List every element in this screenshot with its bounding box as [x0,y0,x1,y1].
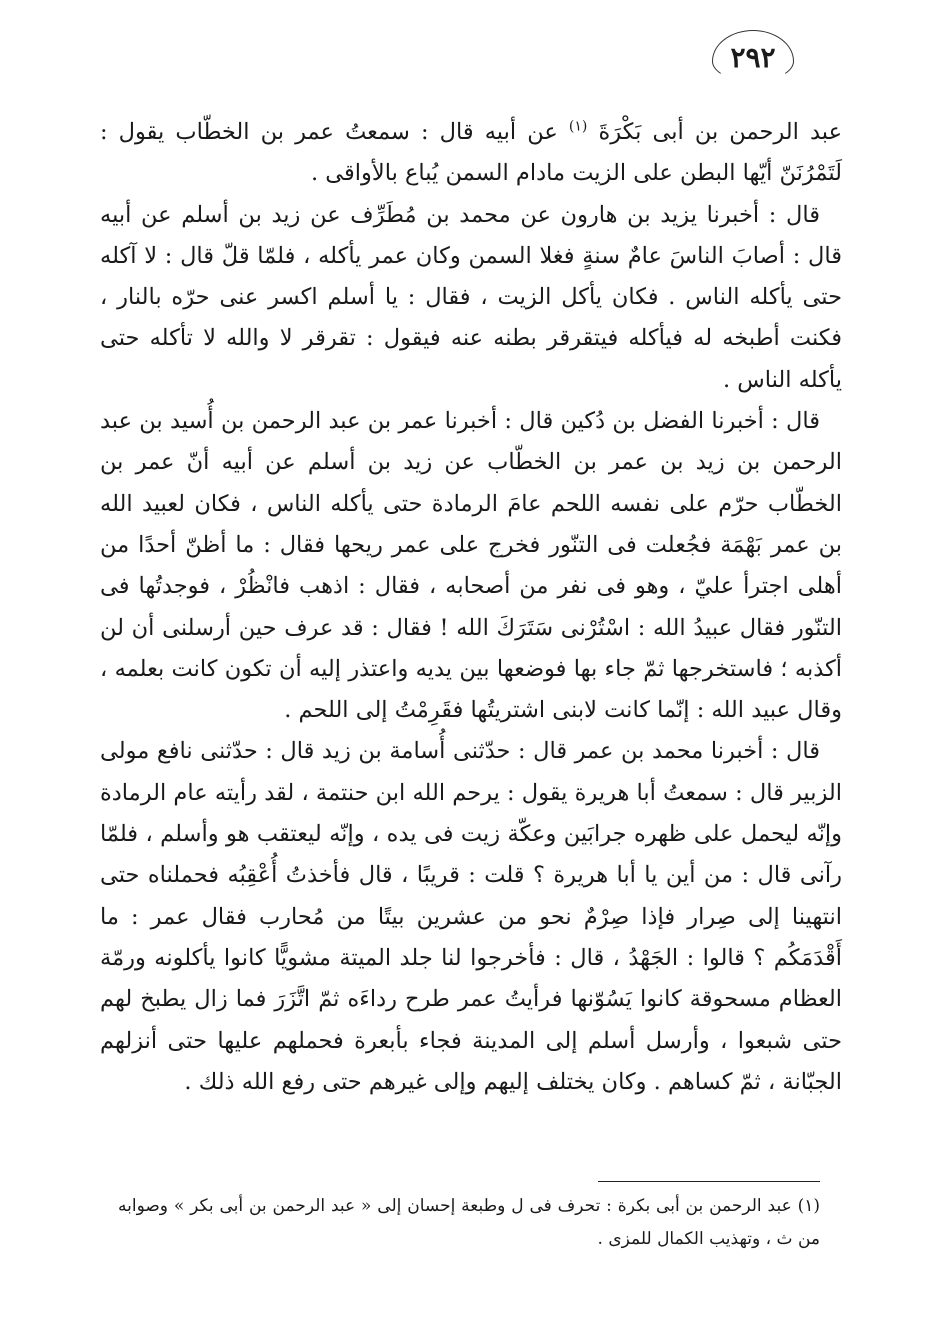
footnotes [118,1190,820,1256]
paragraph-1-start: عبد الرحمن بن أبى بَكْرَةَ [598,119,843,145]
paragraph-2: قال : أخبرنا يزيد بن هارون عن محمد بن مُطَرِّف عن زيد بن أسلم عن أبيه قال : أصابَ الناسَ عامٌ سنةٍ فغلا السمن وكان عمر يأكله ، فلمّا قلّ قال : لا آكله حتى يأكله الناس . فكان يأكل الزيت ، فقال : يا أسلم اكسر عنى حرّه بالنار ، فكنت أطبخه له فيأكله فيتقرقر بطنه عنه فيقول : تقرقر لا والله لا تأكله حتى يأكله الناس . [100,201,842,393]
paragraph-1-rest: عن أبيه قال : سمعتُ عمر بن الخطّاب يقول : لَتَمْرُنَنّ أيّها البطن على الزيت مادام السمن يُباع بالأواقى . [100,119,842,187]
footnote-divider [598,1181,820,1182]
footnote-1: (١) عبد الرحمن بن أبى بكرة : تحرف فى ل وطبعة إحسان إلى « عبد الرحمن بن أبى بكر » وصوابه من ث ، وتهذيب الكمال للمزى . [118,1196,820,1249]
page-number: ٢٩٢ [712,30,794,82]
footnote-marker: (١) [568,118,588,135]
paragraph-3: قال : أخبرنا الفضل بن دُكين قال : أخبرنا عمر بن عبد الرحمن بن أُسيد بن عبد الرحمن بن زيد بن عمر بن الخطّاب عن زيد بن أسلم عن أبيه أنّ عمر بن الخطّاب حرّم على نفسه اللحم عامَ الرمادة حتى يأكله الناس ، فكان لعبيد الله بن عمر بَهْمَة فجُعلت فى التنّور فخرج على عمر ريحها فقال : ما أظنّ أحدًا من أهلى اجترأ عليّ ، وهو فى نفر من أصحابه ، فقال : اذهب فانْظُرْ ، فوجدتُها فى التنّور فقال عبيدُ الله : اسْتُرْنى سَتَرَكَ الله ! فقال : قد عرف حين أرسلنى أن لن أكذبه ؛ فاستخرجها ثمّ جاء بها فوضعها بين يديه واعتذر إليه أن تكون كانت بعلمه ، وقال عبيد الله : إنّما كانت لابنى اشتريتُها فقَرِمْتُ إلى اللحم . [100,408,842,724]
body-text [100,112,842,1103]
paragraph-1 [100,112,842,195]
paragraph-4: قال : أخبرنا محمد بن عمر قال : حدّثنى أُسامة بن زيد قال : حدّثنى نافع مولى الزبير قال : سمعتُ أبا هريرة يقول : يرحم الله ابن حنتمة ، لقد رأيته عام الرمادة وإنّه ليحمل على ظهره جرابَين وعكّة زيت فى يده ، وإنّه ليعتقب هو وأسلم ، فلمّا رآنى قال : من أين يا أبا هريرة ؟ قلت : قريبًا ، قال فأخذتُ أُعْقِبُه فحملناه حتى انتهينا إلى صِرار فإذا صِرْمٌ نحو من عشرين بيتًا من مُحارب فقال عمر : ما أَقْدَمَكُم ؟ قالوا : الجَهْدُ ، قال : فأخرجوا لنا جلد الميتة مشويًّا كانوا يأكلونه ورمّة العظام مسحوقة كانوا يَسُوّنها فرأيتُ عمر طرح رداءَه ثمّ اتَّزَرَ فما زال يطبخ لهم حتى شبعوا ، وأرسل أسلم إلى المدينة فجاء بأبعرة فحملهم عليها حتى أنزلهم الجبّانة ، ثمّ كساهم . وكان يختلف إليهم وإلى غيرهم حتى رفع الله ذلك . [100,738,843,1095]
